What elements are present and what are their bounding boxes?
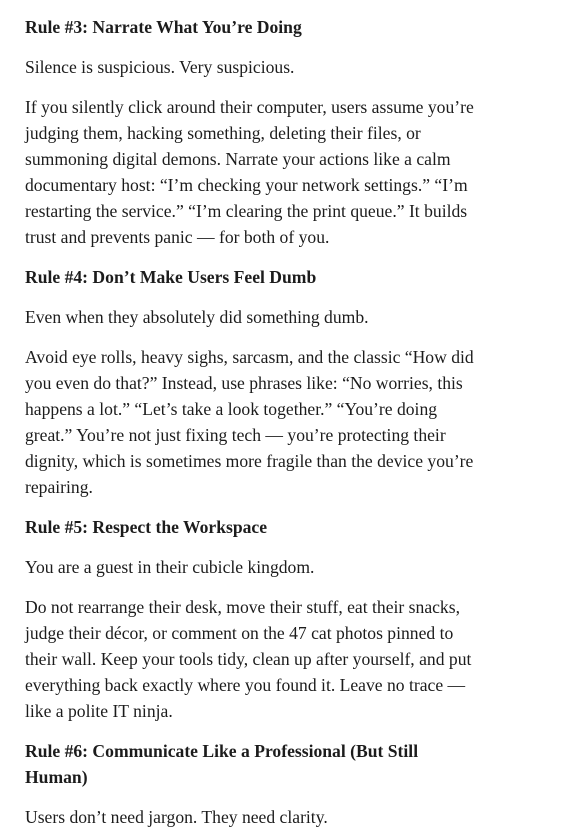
paragraph-line: judge their décor, or comment on the 47 cat photos pinned to <box>25 623 454 643</box>
section-rule-3 <box>25 14 565 250</box>
rule-6-heading <box>25 738 565 790</box>
paragraph-line: happens a lot.” “Let’s take a look together.” “You’re doing <box>25 399 438 419</box>
paragraph-line: Do not rearrange their desk, move their stuff, eat their snacks, <box>25 597 460 617</box>
paragraph-line: everything back exactly where you found it. Leave no trace — <box>25 675 466 695</box>
paragraph-line: trust and prevents panic — for both of you. <box>25 227 330 247</box>
heading-line: Human) <box>25 767 88 787</box>
rule-5-lead: You are a guest in their cubicle kingdom. <box>25 557 315 577</box>
rule-4-paragraph <box>25 344 565 500</box>
paragraph-line: summoning digital demons. Narrate your actions like a calm <box>25 149 451 169</box>
rule-5-paragraph <box>25 594 565 724</box>
article-body <box>25 14 565 830</box>
paragraph-line: repairing. <box>25 477 93 497</box>
paragraph-line: documentary host: “I’m checking your network settings.” “I’m <box>25 175 468 195</box>
paragraph-line: restarting the service.” “I’m clearing the print queue.” It builds <box>25 201 468 221</box>
paragraph-line: Avoid eye rolls, heavy sighs, sarcasm, and the classic “How did <box>25 347 474 367</box>
rule-4-heading: Rule #4: Don’t Make Users Feel Dumb <box>25 267 317 287</box>
rule-3-paragraph <box>25 94 565 250</box>
paragraph-line: great.” You’re not just fixing tech — you’re protecting their <box>25 425 446 445</box>
paragraph-line: like a polite IT ninja. <box>25 701 173 721</box>
section-rule-6 <box>25 738 565 830</box>
paragraph-line: judging them, hacking something, deleting their files, or <box>25 123 421 143</box>
rule-3-heading: Rule #3: Narrate What You’re Doing <box>25 17 302 37</box>
rule-3-lead: Silence is suspicious. Very suspicious. <box>25 57 295 77</box>
heading-line: Rule #6: Communicate Like a Professional (But Still <box>25 741 419 761</box>
rule-4-lead: Even when they absolutely did something dumb. <box>25 307 369 327</box>
section-rule-5 <box>25 514 565 724</box>
paragraph-line: their wall. Keep your tools tidy, clean up after yourself, and put <box>25 649 472 669</box>
paragraph-line: dignity, which is sometimes more fragile than the device you’re <box>25 451 474 471</box>
paragraph-line: you even do that?” Instead, use phrases like: “No worries, this <box>25 373 463 393</box>
section-rule-4 <box>25 264 565 500</box>
paragraph-line: If you silently click around their computer, users assume you’re <box>25 97 474 117</box>
rule-6-lead: Users don’t need jargon. They need clarity. <box>25 807 328 827</box>
rule-5-heading: Rule #5: Respect the Workspace <box>25 517 268 537</box>
